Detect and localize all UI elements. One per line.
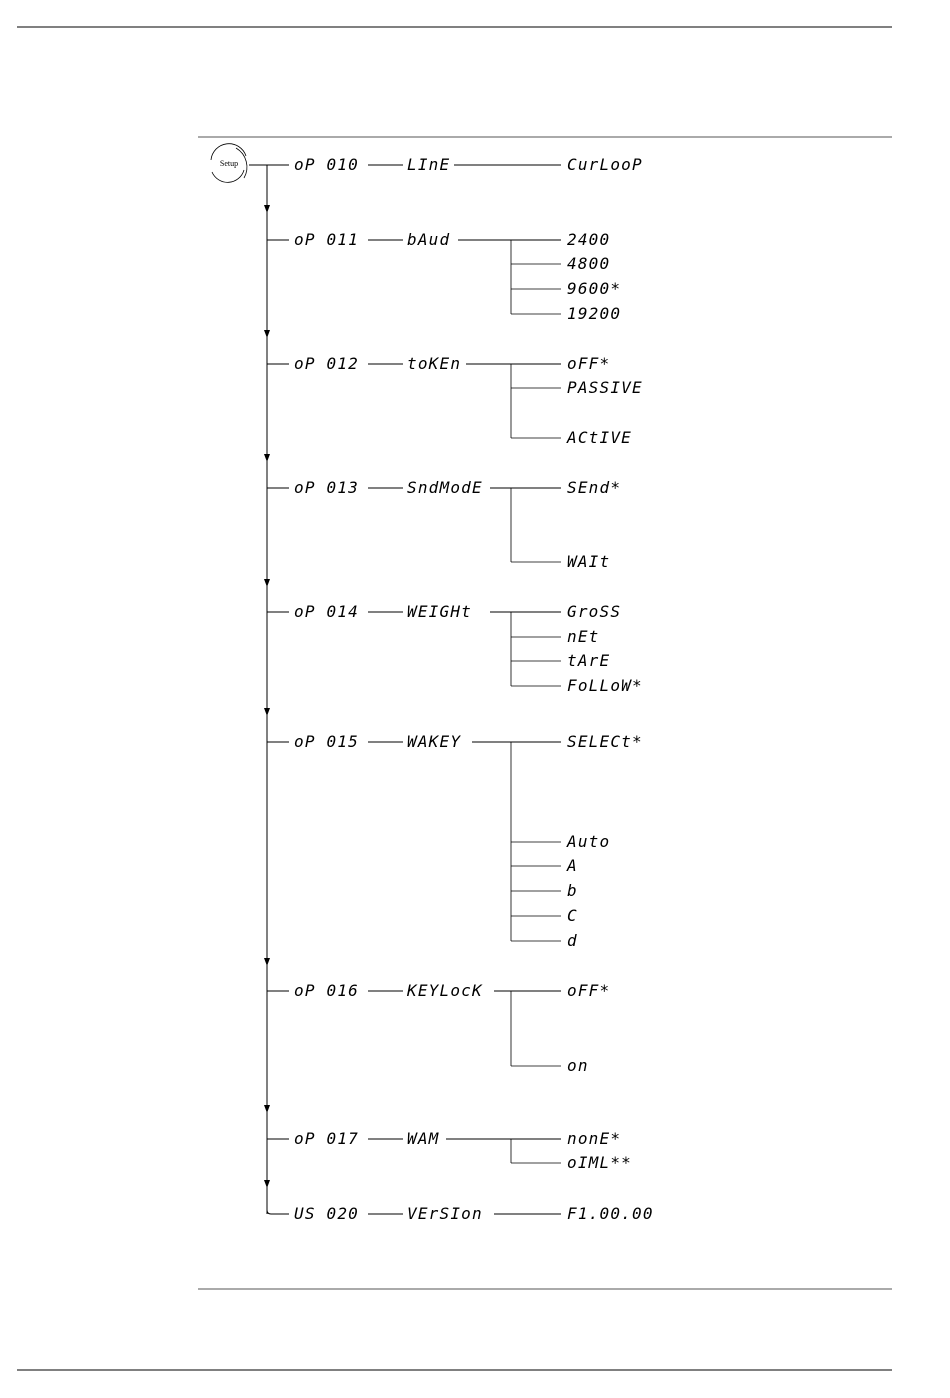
menu-option[interactable]: oIML** [567,1153,632,1172]
menu-option[interactable]: A [567,856,578,875]
menu-parameter[interactable]: LInE [407,155,451,174]
menu-row [267,1204,654,1223]
menu-parameter[interactable]: bAud [407,230,451,249]
menu-option[interactable]: PASSIVE [567,378,643,397]
menu-row [267,155,643,174]
menu-row [267,478,621,571]
menu-option[interactable]: CurLooP [567,155,643,174]
down-arrow-icon [264,708,270,716]
down-arrow-icon [264,1180,270,1188]
menu-row [267,230,621,323]
menu-code[interactable]: oP 016 [294,981,359,1000]
menu-parameter[interactable]: toKEn [407,354,462,373]
down-arrow-icon [264,579,270,587]
menu-option[interactable]: d [567,931,578,950]
menu-code[interactable]: US 020 [294,1204,359,1223]
menu-row [267,981,610,1075]
menu-option[interactable]: F1.00.00 [567,1204,654,1223]
menu-parameter[interactable]: WAKEY [407,732,462,751]
menu-row [267,602,643,695]
menu-code[interactable]: oP 014 [294,602,359,621]
menu-code[interactable]: oP 017 [294,1129,359,1148]
menu-option[interactable]: nonE* [567,1129,622,1148]
menu-row [267,354,643,447]
menu-code[interactable]: oP 010 [294,155,359,174]
setup-key-label: Setup [219,159,239,168]
menu-code[interactable]: oP 015 [294,732,359,751]
menu-option[interactable]: Auto [567,832,611,851]
menu-option[interactable]: GroSS [567,602,622,621]
menu-parameter[interactable]: SndModE [407,478,483,497]
trunk-branch [267,1210,289,1214]
menu-option[interactable]: ACtIVE [567,428,632,447]
menu-code[interactable]: oP 011 [294,230,359,249]
menu-option[interactable]: oFF* [567,354,611,373]
menu-code[interactable]: oP 013 [294,478,359,497]
down-arrow-icon [264,958,270,966]
down-arrow-icon [264,330,270,338]
menu-option[interactable]: tArE [567,651,611,670]
menu-option[interactable]: FoLLoW* [567,676,643,695]
menu-option[interactable]: oFF* [567,981,611,1000]
down-arrow-icon [264,1105,270,1113]
menu-row [267,1129,632,1172]
menu-option[interactable]: b [567,881,578,900]
menu-option[interactable]: 2400 [567,230,611,249]
menu-parameter[interactable]: WEIGHt [407,602,472,621]
menu-code[interactable]: oP 012 [294,354,359,373]
menu-option[interactable]: SELECt* [567,732,643,751]
menu-parameter[interactable]: KEYLocK [407,981,483,1000]
down-arrow-icon [264,205,270,213]
menu-parameter[interactable]: VErSIon [407,1204,483,1223]
menu-option[interactable]: nEt [567,627,600,646]
menu-option[interactable]: SEnd* [567,478,622,497]
menu-option[interactable]: on [567,1056,589,1075]
menu-parameter[interactable]: WAM [407,1129,440,1148]
menu-row [267,732,643,950]
menu-option[interactable]: WAIt [567,552,611,571]
menu-option[interactable]: 4800 [567,254,611,273]
setup-key-icon[interactable] [211,144,247,183]
menu-option[interactable]: C [567,906,578,925]
menu-option[interactable]: 9600* [567,279,622,298]
menu-option[interactable]: 19200 [567,304,622,323]
down-arrow-icon [264,454,270,462]
